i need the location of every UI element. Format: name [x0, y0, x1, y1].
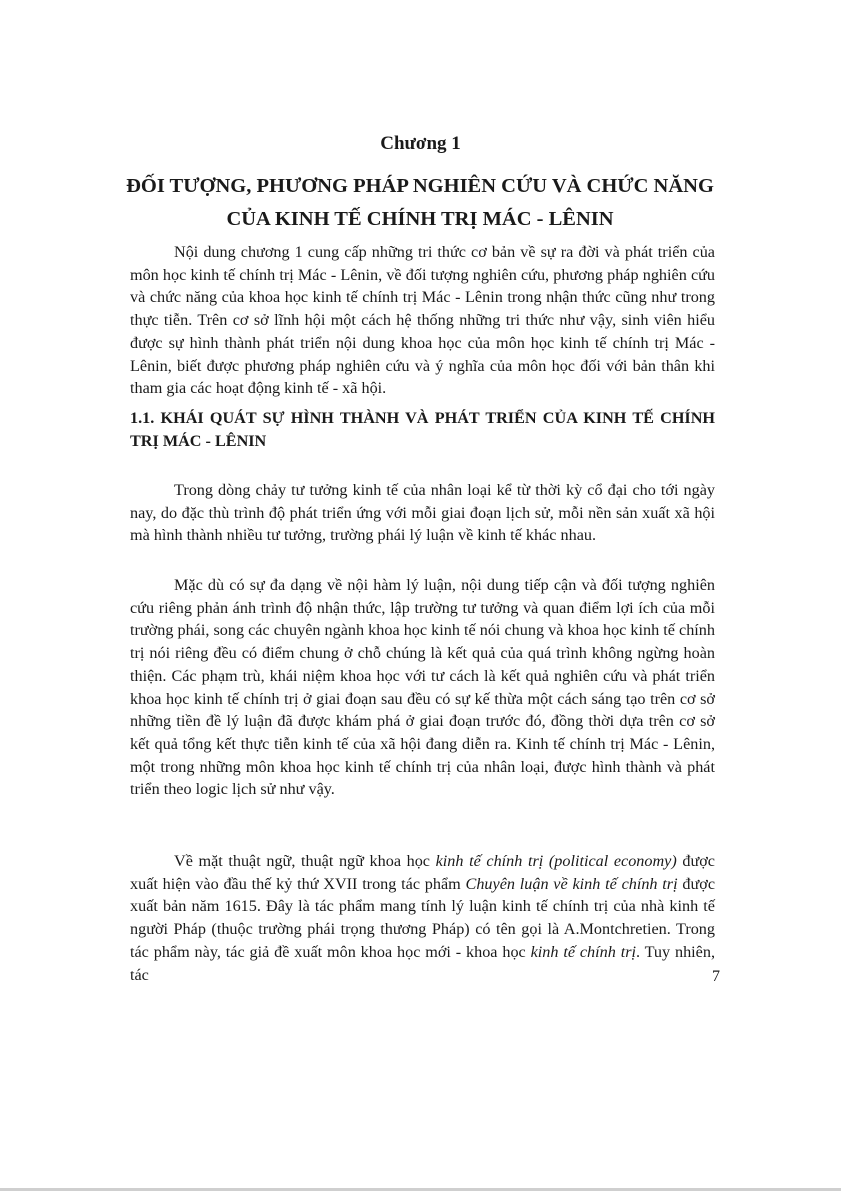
term-political-economy-2: kinh tế chính trị [530, 942, 636, 961]
intro-paragraph-text: Nội dung chương 1 cung cấp những tri thức cơ bản về sự ra đời và phát triển của môn học kinh tế chính trị Mác - Lênin, về đối tượng nghiên cứu, phương pháp nghiên cứu và chức năng của khoa học kinh tế chính trị Mác - Lênin trong nhận thức cũng như trong thực tiễn. Trên cơ sở lĩnh hội một cách hệ thống những tri thức như vậy, sinh viên hiểu được sự hình thành phát triển nội dung khoa học của môn học kinh tế chính trị Mác - Lênin, biết được phương pháp nghiên cứu và ý nghĩa của môn học đối với bản thân khi tham gia các hoạt động kinh tế - xã hội. [130, 243, 715, 398]
paragraph-4-part-3: được xuất bản năm 1615. Đây là tác phẩm mang tính lý luận kinh tế chính trị của nhà kinh tế người Pháp (thuộc trường phái trọng thương Pháp) có tên gọi là A.Montchretien. Trong tác phẩm này, tác giả đề xuất môn khoa học mới - khoa học [130, 874, 715, 961]
intro-paragraph [130, 241, 715, 400]
paragraph-4-part-2: được xuất hiện vào đầu thế kỷ thứ XVII trong tác phẩm [130, 852, 715, 893]
chapter-title: ĐỐI TƯỢNG, PHƯƠNG PHÁP NGHIÊN CỨU VÀ CHỨC NĂNG CỦA KINH TẾ CHÍNH TRỊ MÁC - LÊNIN [126, 175, 714, 230]
page-number: 7 [712, 968, 720, 985]
book-title: Chuyên luận về kinh tế chính trị [465, 874, 678, 893]
paragraph-4-part-4: . Tuy nhiên, tác [130, 942, 715, 984]
paragraph-2 [130, 479, 715, 547]
paragraph-4-part-1: Về mặt thuật ngữ, thuật ngữ khoa học [174, 852, 436, 870]
section-heading: 1.1. KHÁI QUÁT SỰ HÌNH THÀNH VÀ PHÁT TRIỂN CỦA KINH TẾ CHÍNH TRỊ MÁC - LÊNIN [130, 409, 715, 450]
term-political-economy: kinh tế chính trị (political economy) [435, 852, 677, 870]
paragraph-4 [130, 850, 715, 986]
paragraph-3-text: Mặc dù có sự đa dạng về nội hàm lý luận, nội dung tiếp cận và đối tượng nghiên cứu riêng phản ánh trình độ nhận thức, lập trường tư tưởng và quan điểm lợi ích của mỗi trường phái, song các chuyên ngành khoa học kinh tế nói chung và khoa học kinh tế chính trị nói riêng đều có điểm chung ở chỗ chúng là kết quả của quá trình không ngừng hoàn thiện. Các phạm trù, khái niệm khoa học với tư cách là kết quả nghiên cứu và phát triển khoa học kinh tế chính trị ở giai đoạn sau đều có sự kế thừa một cách sáng tạo trên cơ sở những tiền đề lý luận đã được khám phá ở giai đoạn trước đó, đồng thời dựa trên cơ sở kết quả tổng kết thực tiễn kinh tế của xã hội đang diễn ra. Kinh tế chính trị Mác - Lênin, một trong những môn khoa học kinh tế chính trị của nhân loại, được hình thành và phát triển theo logic lịch sử như vậy. [130, 576, 715, 799]
paragraph-2-text: Trong dòng chảy tư tưởng kinh tế của nhân loại kể từ thời kỳ cổ đại cho tới ngày nay, do đặc thù trình độ phát triển ứng với mỗi giai đoạn lịch sử, mỗi nền sản xuất xã hội mà hình thành nhiều tư tưởng, trường phái lý luận về kinh tế khác nhau. [130, 481, 715, 545]
paragraph-4-text [130, 850, 715, 986]
chapter-label: Chương 1 [380, 133, 461, 154]
paragraph-3 [130, 574, 715, 801]
